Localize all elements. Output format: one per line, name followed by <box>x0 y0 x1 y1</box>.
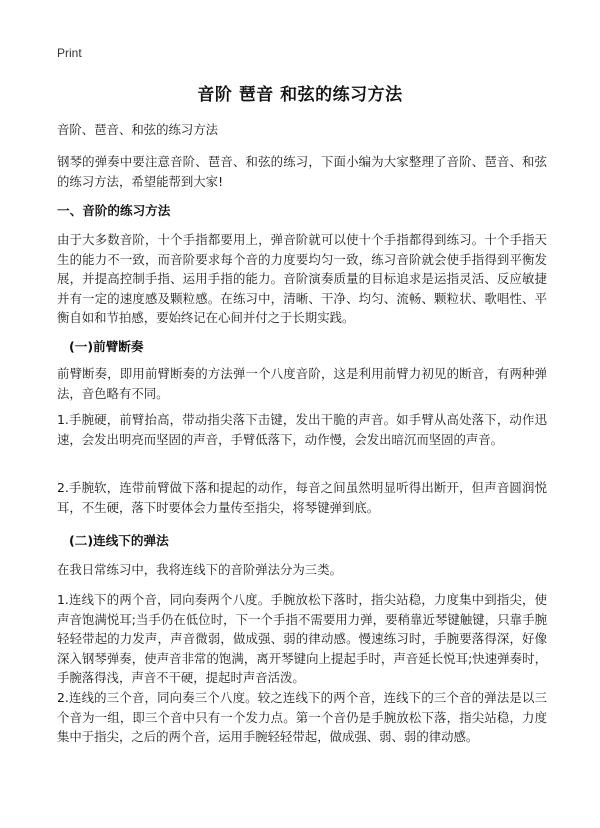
section-heading-scales: 一、音阶的练习方法 <box>57 203 171 218</box>
forearm-intro-paragraph <box>57 364 547 403</box>
legato-item-2 <box>57 688 547 747</box>
intro-text: 钢琴的弹奏中要注意音阶、琶音、和弦的练习，下面小编为大家整理了音阶、琶音、和弦的练习方法，希望能帮到大家! <box>57 154 547 189</box>
legato-item-1 <box>57 590 547 688</box>
print-link[interactable]: Print <box>57 46 82 60</box>
intro-paragraph <box>57 152 547 191</box>
legato-intro-paragraph <box>57 560 547 580</box>
subheading-forearm-staccato: (一)前臂断奏 <box>69 339 144 354</box>
legato-item-2-text: 2.连线的三个音，同向奏三个八度。较之连线下的两个音，连线下的三个音的弹法是以三个音为一组，即三个音中只有一个发力点。第一个音仍是手腕放松下落，指尖站稳，力度集中于指尖，之后的两个音，运用手腕轻轻带起，做成强、弱、弱的律动感。 <box>57 690 547 744</box>
forearm-item-1 <box>57 410 547 449</box>
subtitle-text: 音阶、琶音、和弦的练习方法 <box>57 122 219 137</box>
legato-item-1-text: 1.连线下的两个音，同向奏两个八度。手腕放松下落时，指尖站稳，力度集中到指尖，使声音饱满悦耳;当手仍在低位时，下一个手指不需要用力弹，要稍靠近琴键触键，只靠手腕轻轻带起的力发声，声音微弱，做成强、弱的律动感。慢速练习时，手腕要落得深，好像深入钢琴弹奏，使声音非常的饱满，离开琴键向上提起手时，声音延长悦耳;快速弹奏时，手腕落得浅，声音不干硬，提起时声音活泼。 <box>57 592 547 685</box>
forearm-item-1-text: 1.手腕硬，前臂抬高，带动指尖落下击键，发出干脆的声音。如手臂从高处落下，动作迅速，会发出明亮而坚固的声音，手臂低落下，动作慢，会发出暗沉而坚固的声音。 <box>57 412 547 447</box>
legato-intro-text: 在我日常练习中，我将连线下的音阶弹法分为三类。 <box>57 562 342 577</box>
forearm-item-2-text: 2.手腕软，连带前臂做下落和提起的动作，每音之间虽然明显听得出断开，但声音圆润悦耳，不生硬，落下时要体会力量传至指尖，将琴键弹到底。 <box>57 480 547 515</box>
subtitle-paragraph <box>57 120 547 140</box>
forearm-item-2 <box>57 478 547 517</box>
section-body-scales <box>57 230 547 328</box>
forearm-intro-text: 前臂断奏，即用前臂断奏的方法弹一个八度音阶，这是利用前臂力初见的断音，有两种弹法，音色略有不同。 <box>57 366 547 401</box>
page-title: 音阶 琶音 和弦的练习方法 <box>197 85 403 105</box>
section-body-scales-text: 由于大多数音阶，十个手指都要用上，弹音阶就可以使十个手指都得到练习。十个手指天生的能力不一致，而音阶要求每个音的力度要均匀一致，练习音阶就会使手指得到平衡发展，并提高控制手指、运用手指的能力。音阶演奏质量的目标追求是运指灵活、反应敏捷并有一定的速度感及颗粒感。在练习中，清晰、干净、均匀、流畅、颗粒状、歌唱性、平衡自如和节拍感，要始终记在心间并付之于长期实践。 <box>57 232 547 325</box>
subheading-legato-playing: (二)连线下的弹法 <box>69 533 169 548</box>
